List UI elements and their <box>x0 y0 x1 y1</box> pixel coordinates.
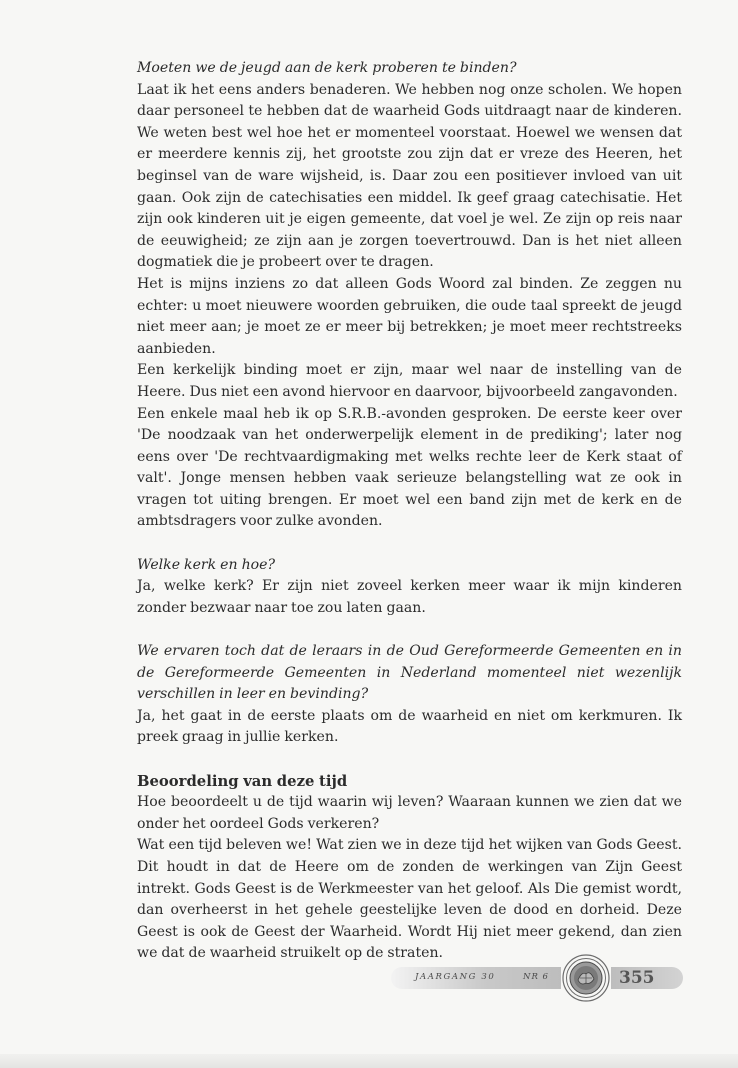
paragraph-gap <box>137 749 682 771</box>
answer-paragraph: Een enkele maal heb ik op S.R.B.-avonden gesproken. De eerste keer over 'De noodzaak van het onderwerpelijk element in de prediking'; later nog eens over 'De rechtvaardigmaking met welks rechte leer de Kerk staat of valt'. Jonge mensen hebben vaak serieuze belangstelling wat ze ook in vragen tot uiting brengen. Er moet wel een band zijn met de kerk en de ambtsdragers voor zulke avonden. <box>137 405 682 530</box>
answer-paragraph: Het is mijns inziens zo dat alleen Gods Woord zal binden. Ze zeggen nu echter: u moet nieuwere woorden gebruiken, die oude taal spreekt de jeugd niet meer aan; je moet ze er meer bij betrekken; je moet meer rechtstreeks aanbieden. <box>137 275 682 357</box>
paragraph-gap <box>137 533 682 555</box>
answer-paragraph: Ja, welke kerk? Er zijn niet zoveel kerken meer waar ik mijn kinderen zonder bezwaar naar toe zou laten gaan. <box>137 578 682 616</box>
answer-paragraph: Hoe beoordeelt u de tijd waarin wij leven? Waaraan kunnen we zien dat we onder het oordeel Gods verkeren? <box>137 794 682 832</box>
volume-label: JAARGANG 30 <box>415 972 496 982</box>
question-paragraph: We ervaren toch dat de leraars in de Oud Gereformeerde Gemeenten en in de Gereformeerde Gemeenten in Nederland momenteel niet wezenlijk verschillen in leer en bevinding? <box>137 643 682 703</box>
question-paragraph: Welke kerk en hoe? <box>137 556 276 573</box>
answer-paragraph: Een kerkelijk binding moet er zijn, maar wel naar de instelling van de Heere. Dus niet een avond hiervoor en daarvoor, bijvoorbeeld zangavonden. <box>137 362 682 400</box>
answer-paragraph: Laat ik het eens anders benaderen. We hebben nog onze scholen. We hopen daar personeel te hebben dat de waarheid Gods uitdraagt naar de kinderen. We weten best wel hoe het er momenteel voorstaat. Hoewel we wensen dat er meerdere kennis zij, het grootste zou zijn dat er vreze des Heeren, het beginsel van de ware wijsheid, is. Daar zou een positiever invloed van uit gaan. Ook zijn de catechisaties een middel. Ik geef graag catechisatie. Het zijn ook kinderen uit je eigen gemeente, dat voel je wel. Ze zijn op reis naar de eeuwigheid; ze zijn aan je zorgen toevertrouwd. Dan is het niet alleen dogmatiek die je probeert over te dragen. <box>137 81 682 271</box>
issue-label: NR 6 <box>523 972 549 982</box>
answer-paragraph: Ja, het gaat in de eerste plaats om de waarheid en niet om kerkmuren. Ik preek graag in jullie kerken. <box>137 707 682 746</box>
section-heading: Beoordeling van deze tijd <box>137 772 348 790</box>
paragraph-gap <box>137 619 682 641</box>
article-body <box>137 58 682 965</box>
page-bottom-edge <box>0 1054 738 1068</box>
page-footer <box>391 962 683 994</box>
page-number: 355 <box>619 968 655 988</box>
seal-icon <box>562 954 610 1002</box>
question-paragraph: Moeten we de jeugd aan de kerk proberen te binden? <box>137 60 517 76</box>
answer-paragraph: Wat een tijd beleven we! Wat zien we in deze tijd het wijken van Gods Geest. Dit houdt in dat de Heere om de zonden de werkingen van Zijn Geest intrekt. Gods Geest is de Werkmeester van het geloof. Als Die gemist wordt, dan overheerst in het gehele geestelijke leven de dood en dorheid. Deze Geest is ook de Geest der Waarheid. Wordt Hij niet meer gekend, dan zien we dat de waarheid struikelt op de straten. <box>137 837 682 962</box>
